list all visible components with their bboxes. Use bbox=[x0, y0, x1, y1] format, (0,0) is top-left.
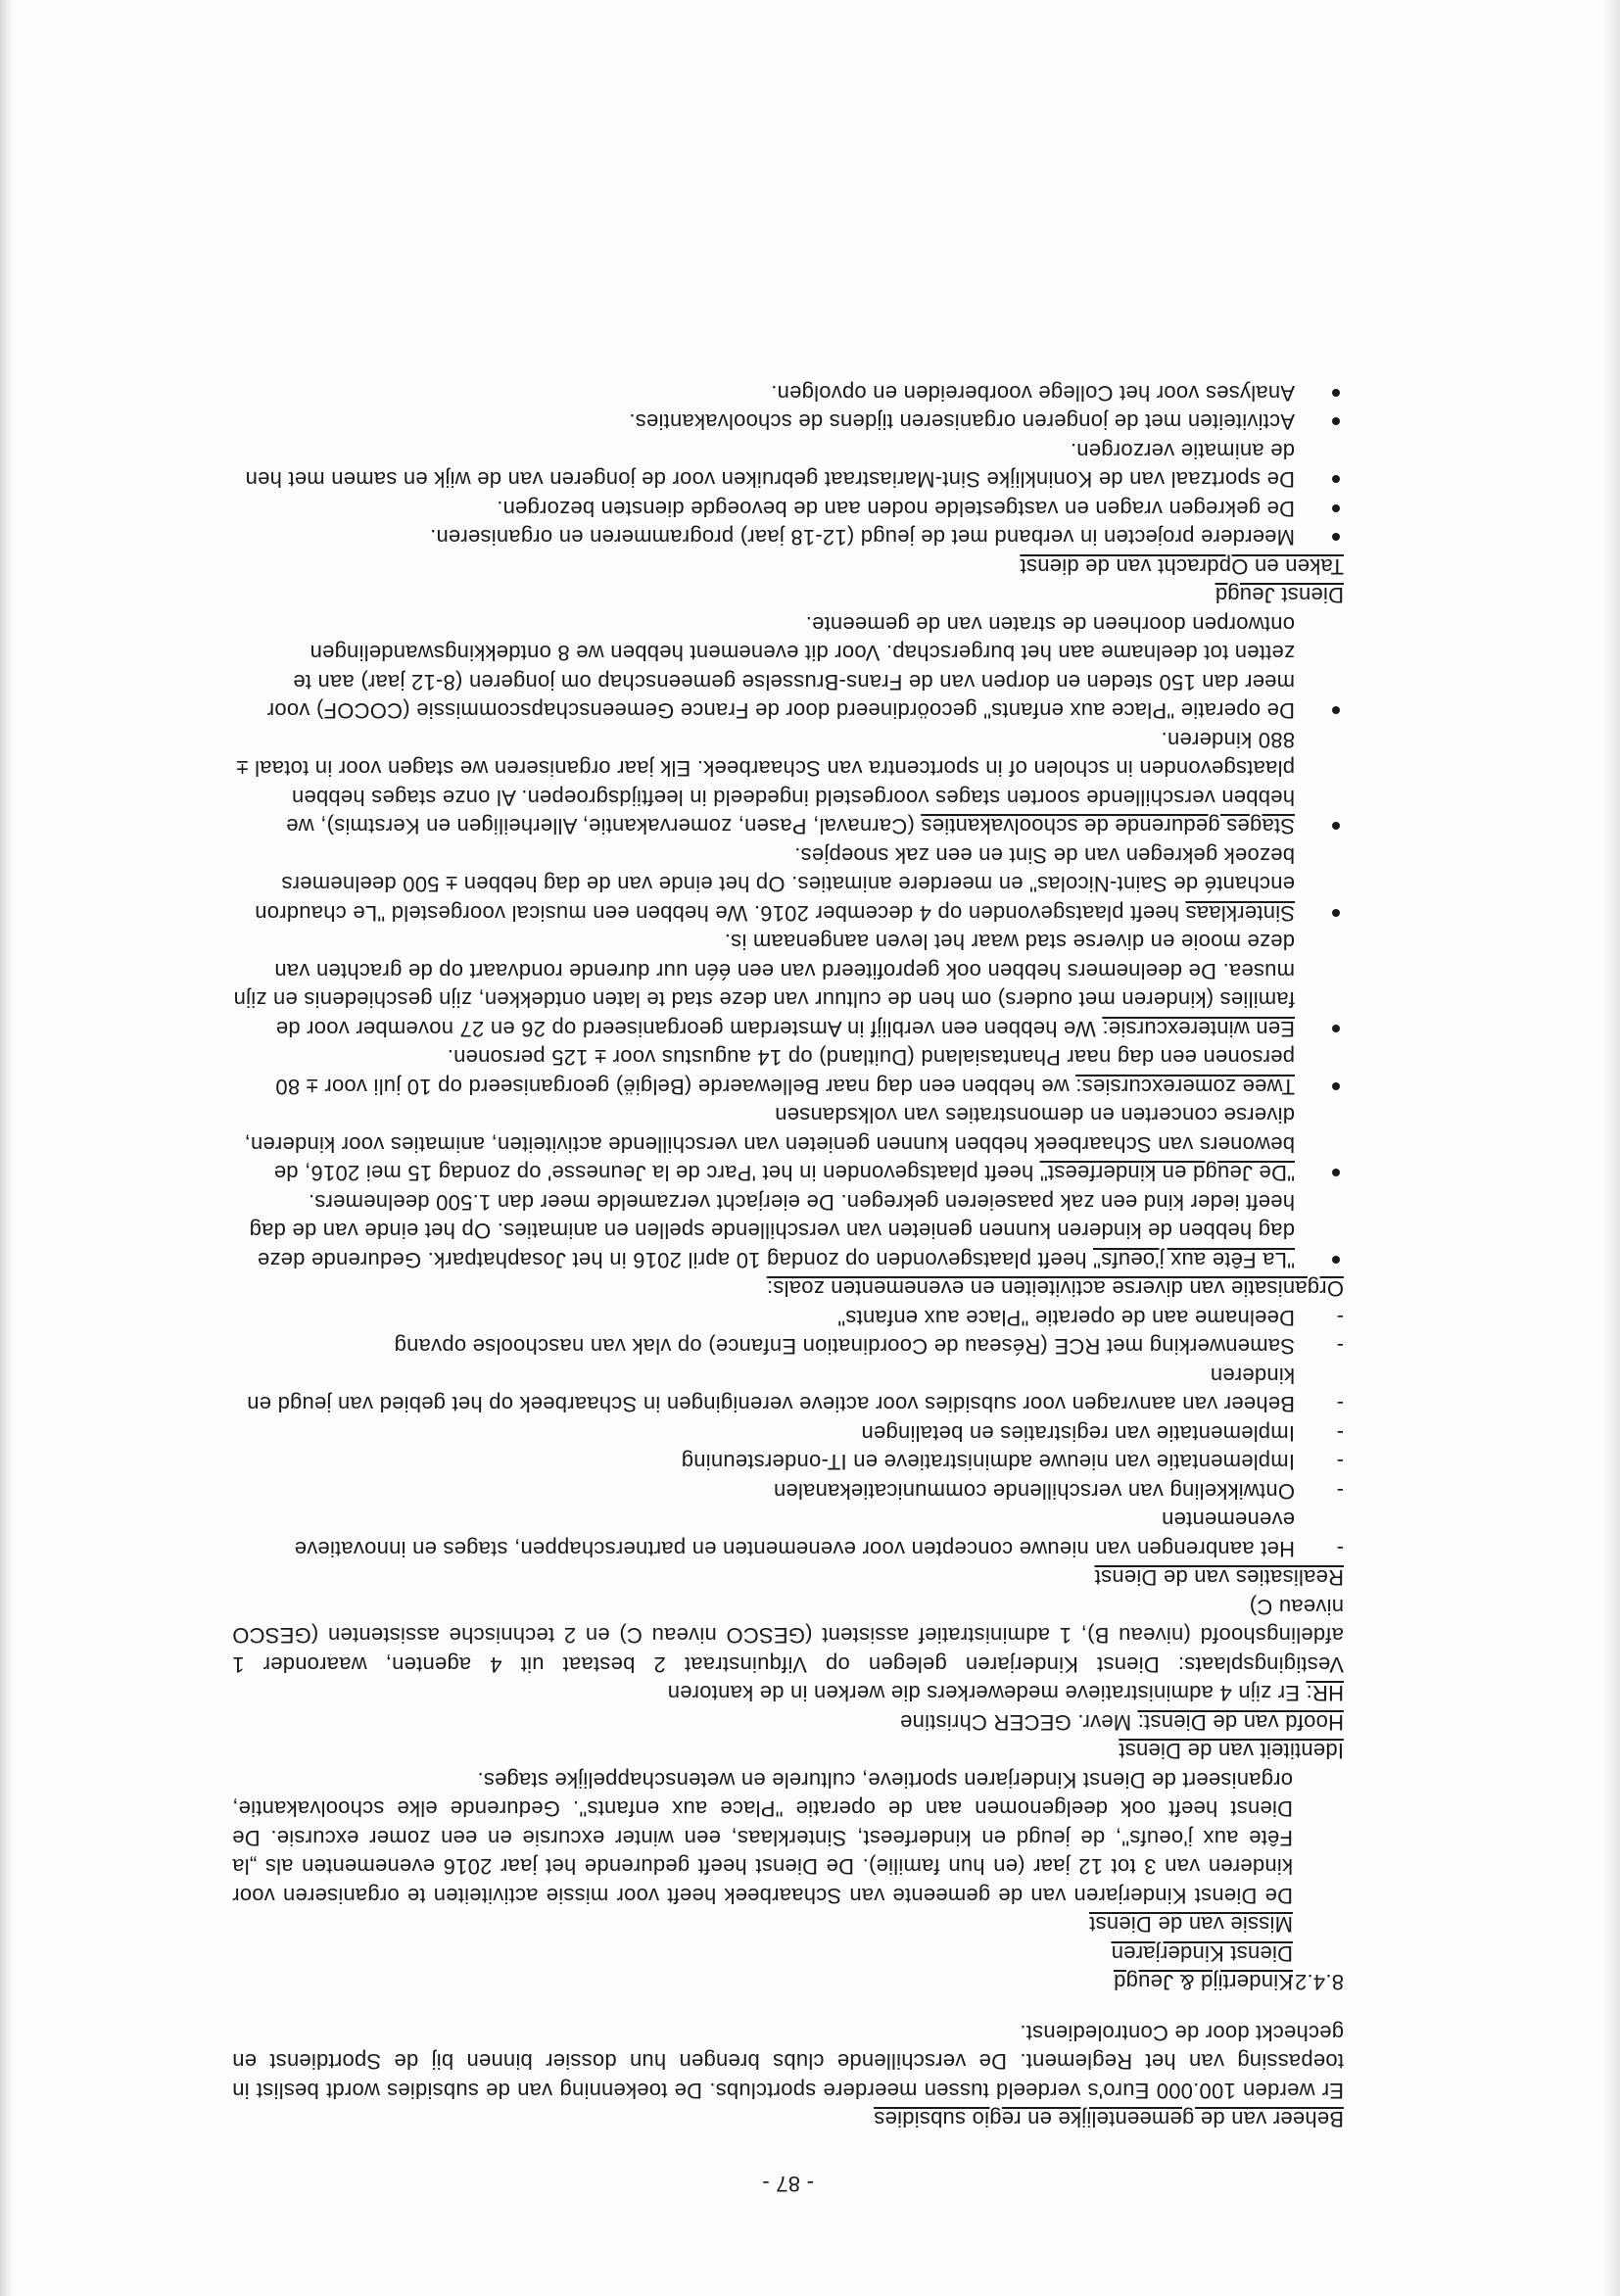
activity-label: Twee zomerexcursies: bbox=[1075, 1075, 1295, 1099]
page-number: - 87 - bbox=[762, 2172, 814, 2196]
list-item bbox=[232, 1101, 1344, 1188]
section-8-4-2 bbox=[232, 1766, 1344, 1997]
list-item: De gekregen vragen en vastgestelde noden aan de bevoegde diensten bezorgen. bbox=[232, 495, 1344, 524]
sport-subsidies-text: Er werden 100.000 Euro's verdeeld tussen meerdere sportclubs. De toekenning van de subsidies wordt beslist in toepassing van het Reglement. De verschillende clubs brengen hun dossier binnen bij de Sportdienst en gecheckt door de Controledienst. bbox=[232, 2021, 1344, 2103]
list-item: Meerdere projecten in verband met de jeugd (12-18 jaar) programmeren en organiseren. bbox=[232, 523, 1344, 552]
section-number: 8.4.2. bbox=[1288, 1970, 1344, 1995]
list-item: - Samenwerking met RCE (Réseau de Coordination Enfance) op vlak van naschoolse opvang bbox=[232, 1332, 1344, 1362]
activity-label: Stages gedurende de schoolvakanties bbox=[921, 814, 1295, 839]
list-item: - Het aanbrengen van nieuwe concepten voor evenementen en partnerschappen, stages en innovatieve evenementen bbox=[232, 1506, 1344, 1563]
list-item bbox=[232, 928, 1344, 1043]
realisaties-list bbox=[232, 1304, 1344, 1564]
activiteiten-list bbox=[232, 610, 1344, 1275]
missie-text: De Dienst Kinderjaren van de gemeente van Schaarbeek heeft voor missie activiteiten te organiseren voor kinderen van 3 tot 12 jaar (en hun familie). De Dienst heeft gedurende het jaar 2016 evenementen als „la Fête aux j'oeufs", de jeugd en kinderfeest, Sinterklaas, een winter excursie en een zomer excursie. De Dienst heeft ook deelgenomen aan de operatie "Place aux enfants". Gedurende elke schoolvakantie, organiseert de Dienst Kinderjaren sportieve, culturele en wetenschappelijke stages. bbox=[232, 1768, 1293, 1908]
list-item bbox=[232, 726, 1344, 841]
hoofd-line bbox=[232, 1708, 1344, 1738]
activity-label: "La Fête aux j'oeufs" bbox=[1092, 1248, 1295, 1272]
identiteit-heading: Identiteit van de Dienst bbox=[1119, 1739, 1344, 1764]
document-body bbox=[232, 379, 1344, 2199]
list-item bbox=[232, 841, 1344, 929]
list-item bbox=[232, 1043, 1344, 1101]
hoofd-value: Mevr. GECER Christine bbox=[899, 1710, 1138, 1735]
activity-text: we hebben een dag naar Bellewaerde (België) georganiseerd op 10 juli voor ± 80 personen een dag naar Phantasialand (Duitland) op 14 augustus voor ± 125 personen. bbox=[275, 1045, 1295, 1099]
vestiging-text: Vestigingsplaats: Dienst Kinderjaren gelegen op Vifquinstraat 2 bestaat uit 4 agenten, waaronder 1 afdelingshoofd (niveau B), 1 administratief assistent (GESCO niveau C) en 2 technische assistenten (GESCO niveau C) bbox=[232, 1595, 1344, 1677]
jeugd-heading: Dienst Jeugd bbox=[1215, 583, 1344, 608]
kinderjaren-heading: Dienst Kinderjaren bbox=[1111, 1941, 1293, 1966]
list-item: Activiteiten met de jongeren organiseren tijdens de schoolvakanties. bbox=[232, 407, 1344, 437]
sport-subsidies-heading: Beheer van de gemeentelijke en regio subsidies bbox=[874, 2107, 1344, 2132]
missie-heading: Missie van de Dienst bbox=[1089, 1912, 1293, 1937]
activity-text: (Carnaval, Pasen, zomervakantie, Allerheiligen en Kerstmis), we hebben verschillende soorten stages voorgesteld ingedeeld in leeftijdsgroepen. Al onze stages hebben plaatsgevonden in scholen of in sportcentra van Schaarbeek. Elk jaar organiseren we stagen voor in totaal ± 880 kinderen. bbox=[236, 728, 1295, 839]
activity-text: heeft plaatsgevonden op 4 december 2016. We hebben een musical voorgesteld "Le chaudron enchanté de Saint-Nicolas" en meerdere animaties. Op het einde van de dag hebben ± 500 deelnemers bezoek gekregen van de Sint en een zak snoepjes. bbox=[255, 843, 1295, 926]
list-item: - Implementatie van nieuwe administratieve en IT-ondersteuning bbox=[232, 1448, 1344, 1477]
list-item: - Beheer van aanvragen voor subsidies voor actieve verenigingen in Schaarbeek op het gebied van jeugd en kinderen bbox=[232, 1362, 1344, 1419]
list-item: Analyses voor het College voorbereiden en opvolgen. bbox=[232, 379, 1344, 408]
section-heading bbox=[232, 1968, 1344, 1997]
activity-text: We hebben een verblijf in Amsterdam georganiseerd op 26 en 27 november voor de families (kinderen met ouders) om hen de cultuur van deze stad te laten ontdekken, zijn geschiedenis en zijn musea. De deelnemers hebben ook geprofiteerd van een één uur durende rondvaart op de grachten van deze mooie en diverse stad waar het leven aangenaam is. bbox=[233, 930, 1295, 1041]
list-item: - Ontwikkeling van verschillende communicatiekanalen bbox=[232, 1477, 1344, 1507]
list-item bbox=[232, 610, 1344, 726]
list-item bbox=[232, 1188, 1344, 1275]
activity-label: Een winterexcursie: bbox=[1102, 1017, 1295, 1041]
list-item: De sportzaal van de Koninklijke Sint-Mariastraat gebruiken voor de jongeren van de wijk en samen met hen de animatie verzorgen. bbox=[232, 437, 1344, 495]
realisaties-heading: Realisaties van de Dienst bbox=[1094, 1565, 1344, 1591]
taken-heading: Taken en Opdracht van de dienst bbox=[1020, 554, 1344, 579]
activity-label: Sinterklaas bbox=[1185, 901, 1295, 926]
section-title: Kindertijd & Jeugd bbox=[1113, 1970, 1293, 1995]
activity-text: heeft plaatsgevonden op zondag 10 april 2016 in het Josaphatpark. Gedurende deze dag hebben de kinderen kunnen genieten van verschillende spellen en animaties. Op het einde van de dag heeft ieder kind een zak paaseieren gekregen. De eierjacht verzamelde meer dan 1.500 deelnemers. bbox=[249, 1190, 1295, 1272]
taken-list bbox=[232, 379, 1344, 552]
list-item: - Deelname aan de operatie "Place aux enfants" bbox=[232, 1304, 1344, 1333]
list-item: - Implementatie van registraties en betalingen bbox=[232, 1419, 1344, 1449]
hr-line bbox=[232, 1679, 1344, 1708]
hoofd-label: Hoofd van de Dienst: bbox=[1137, 1710, 1344, 1735]
activity-text: heeft plaatsgevonden in het 'Parc de la Jeunesse' op zondag 15 mei 2016, de bewoners van Schaarbeek hebben kunnen genieten van verschillende activiteiten, animaties voor kinderen, diverse concerten en demonstraties van volksdansen bbox=[244, 1103, 1295, 1186]
activity-text: De operatie "Place aux enfants" gecoördineerd door de France Gemeenschapscommissie (COCOF) voor meer dan 150 steden en dorpen van de Frans-Brusselse gemeenschap om jongeren (8-12 jaar) aan te zetten tot deelname aan het burgerschap. Voor dit evenement hebben we 8 ontdekkingswandelingen ontworpen doorheen de straten van de gemeente. bbox=[266, 612, 1295, 724]
hr-value: Er zijn 4 administratieve medewerkers die werken in de kantoren bbox=[667, 1681, 1307, 1706]
organisatie-heading: Organisatie van diverse activiteiten en evenementen zoals: bbox=[766, 1276, 1344, 1302]
hr-label: HR: bbox=[1306, 1681, 1344, 1706]
activity-label: "De Jeugd en kinderfeest" bbox=[1039, 1161, 1295, 1186]
